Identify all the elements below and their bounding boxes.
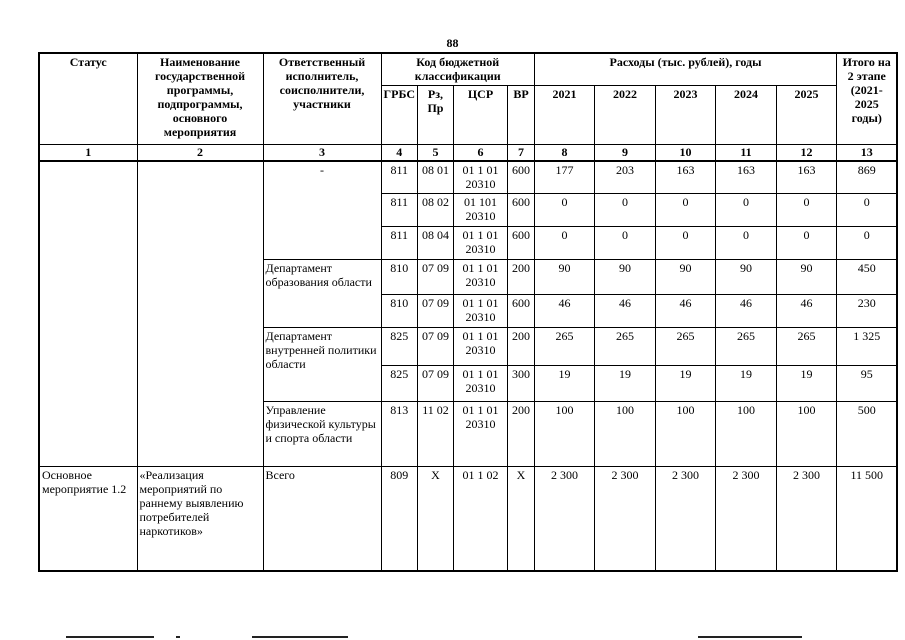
csr-cell: 01 1 01 20310 (453, 366, 507, 402)
value-2024: 0 (715, 227, 776, 260)
header-vr: ВР (507, 85, 534, 144)
value-2024: 163 (715, 161, 776, 194)
vr-cell: 600 (507, 194, 534, 227)
executor-cell: Департамент образования области (263, 260, 381, 328)
value-2025: 90 (776, 260, 836, 295)
value-2022: 19 (594, 366, 655, 402)
value-2022: 100 (594, 402, 655, 467)
header-row-1 (39, 53, 897, 85)
header-rzpr: Рз, Пр (417, 85, 453, 144)
status-cell (39, 161, 137, 467)
value-2024: 0 (715, 194, 776, 227)
column-number: 10 (655, 144, 715, 161)
column-number: 3 (263, 144, 381, 161)
budget-table (38, 52, 898, 572)
csr-cell: 01 1 01 20310 (453, 260, 507, 295)
name-cell (137, 161, 263, 467)
rzpr-cell: X (417, 467, 453, 571)
value-2025: 0 (776, 194, 836, 227)
value-2021: 2 300 (534, 467, 594, 571)
grbs-cell: 825 (381, 328, 417, 366)
value-2021: 46 (534, 295, 594, 328)
column-number: 9 (594, 144, 655, 161)
scan-artifact (252, 636, 348, 638)
total-cell: 450 (836, 260, 897, 295)
csr-cell: 01 101 20310 (453, 194, 507, 227)
rzpr-cell: 07 09 (417, 366, 453, 402)
grbs-cell: 810 (381, 295, 417, 328)
rzpr-cell: 08 04 (417, 227, 453, 260)
csr-cell: 01 1 01 20310 (453, 328, 507, 366)
scan-artifact (698, 636, 802, 638)
vr-cell: 600 (507, 227, 534, 260)
rzpr-cell: 11 02 (417, 402, 453, 467)
csr-cell: 01 1 01 20310 (453, 295, 507, 328)
value-2023: 265 (655, 328, 715, 366)
total-cell: 500 (836, 402, 897, 467)
total-cell: 869 (836, 161, 897, 194)
header-grbs: ГРБС (381, 85, 417, 144)
header-total: Итого на 2 этапе (2021-2025 годы) (836, 53, 897, 144)
grbs-cell: 811 (381, 227, 417, 260)
vr-cell: 200 (507, 402, 534, 467)
value-2025: 100 (776, 402, 836, 467)
value-2024: 265 (715, 328, 776, 366)
value-2023: 100 (655, 402, 715, 467)
executor-cell: - (263, 161, 381, 260)
value-2022: 0 (594, 194, 655, 227)
column-number: 4 (381, 144, 417, 161)
value-2024: 19 (715, 366, 776, 402)
column-number: 1 (39, 144, 137, 161)
page-number: 88 (446, 36, 459, 50)
executor-cell: Департамент внутренней политики области (263, 328, 381, 402)
column-numbers-row (39, 144, 897, 161)
header-name: Наименование государственной программы, подпрограммы, основного мероприятия (137, 53, 263, 144)
table-row (39, 467, 897, 571)
csr-cell: 01 1 01 20310 (453, 161, 507, 194)
vr-cell: 600 (507, 161, 534, 194)
value-2022: 46 (594, 295, 655, 328)
value-2022: 2 300 (594, 467, 655, 571)
column-number: 11 (715, 144, 776, 161)
column-number: 5 (417, 144, 453, 161)
total-cell: 11 500 (836, 467, 897, 571)
value-2023: 163 (655, 161, 715, 194)
value-2025: 2 300 (776, 467, 836, 571)
value-2021: 177 (534, 161, 594, 194)
grbs-cell: 825 (381, 366, 417, 402)
header-year: 2022 (594, 85, 655, 144)
status-cell: Основное мероприятие 1.2 (39, 467, 137, 571)
value-2021: 0 (534, 227, 594, 260)
header-year: 2025 (776, 85, 836, 144)
vr-cell: 300 (507, 366, 534, 402)
header-budget-code: Код бюджетной классификации (381, 53, 534, 85)
grbs-cell: 810 (381, 260, 417, 295)
executor-cell: Управление физической культуры и спорта области (263, 402, 381, 467)
header-expenses: Расходы (тыс. рублей), годы (534, 53, 836, 85)
value-2025: 163 (776, 161, 836, 194)
vr-cell: 200 (507, 260, 534, 295)
vr-cell: X (507, 467, 534, 571)
value-2025: 0 (776, 227, 836, 260)
value-2024: 100 (715, 402, 776, 467)
value-2025: 19 (776, 366, 836, 402)
value-2021: 19 (534, 366, 594, 402)
header-year: 2024 (715, 85, 776, 144)
value-2023: 2 300 (655, 467, 715, 571)
csr-cell: 01 1 01 20310 (453, 402, 507, 467)
header-csr: ЦСР (453, 85, 507, 144)
value-2023: 19 (655, 366, 715, 402)
column-number: 13 (836, 144, 897, 161)
grbs-cell: 813 (381, 402, 417, 467)
vr-cell: 600 (507, 295, 534, 328)
rzpr-cell: 07 09 (417, 328, 453, 366)
value-2021: 90 (534, 260, 594, 295)
column-number: 7 (507, 144, 534, 161)
value-2024: 2 300 (715, 467, 776, 571)
executor-cell: Всего (263, 467, 381, 571)
column-number: 2 (137, 144, 263, 161)
value-2022: 90 (594, 260, 655, 295)
value-2023: 90 (655, 260, 715, 295)
value-2025: 46 (776, 295, 836, 328)
scan-artifact (66, 636, 154, 638)
value-2023: 46 (655, 295, 715, 328)
value-2024: 46 (715, 295, 776, 328)
header-year: 2023 (655, 85, 715, 144)
value-2022: 265 (594, 328, 655, 366)
value-2021: 265 (534, 328, 594, 366)
scan-artifact (176, 636, 180, 638)
column-number: 6 (453, 144, 507, 161)
csr-cell: 01 1 01 20310 (453, 227, 507, 260)
grbs-cell: 811 (381, 161, 417, 194)
total-cell: 0 (836, 227, 897, 260)
total-cell: 0 (836, 194, 897, 227)
header-executor: Ответственный исполнитель, соисполнители, участники (263, 53, 381, 144)
column-number: 12 (776, 144, 836, 161)
rzpr-cell: 08 01 (417, 161, 453, 194)
total-cell: 95 (836, 366, 897, 402)
value-2024: 90 (715, 260, 776, 295)
value-2022: 0 (594, 227, 655, 260)
rzpr-cell: 07 09 (417, 260, 453, 295)
csr-cell: 01 1 02 (453, 467, 507, 571)
total-cell: 230 (836, 295, 897, 328)
rzpr-cell: 07 09 (417, 295, 453, 328)
rzpr-cell: 08 02 (417, 194, 453, 227)
vr-cell: 200 (507, 328, 534, 366)
grbs-cell: 809 (381, 467, 417, 571)
column-number: 8 (534, 144, 594, 161)
value-2021: 100 (534, 402, 594, 467)
header-status: Статус (39, 53, 137, 144)
value-2021: 0 (534, 194, 594, 227)
value-2025: 265 (776, 328, 836, 366)
header-year: 2021 (534, 85, 594, 144)
name-cell: «Реализация мероприятий по раннему выявлению потребителей наркотиков» (137, 467, 263, 571)
value-2023: 0 (655, 227, 715, 260)
total-cell: 1 325 (836, 328, 897, 366)
value-2023: 0 (655, 194, 715, 227)
value-2022: 203 (594, 161, 655, 194)
table-row (39, 161, 897, 194)
grbs-cell: 811 (381, 194, 417, 227)
